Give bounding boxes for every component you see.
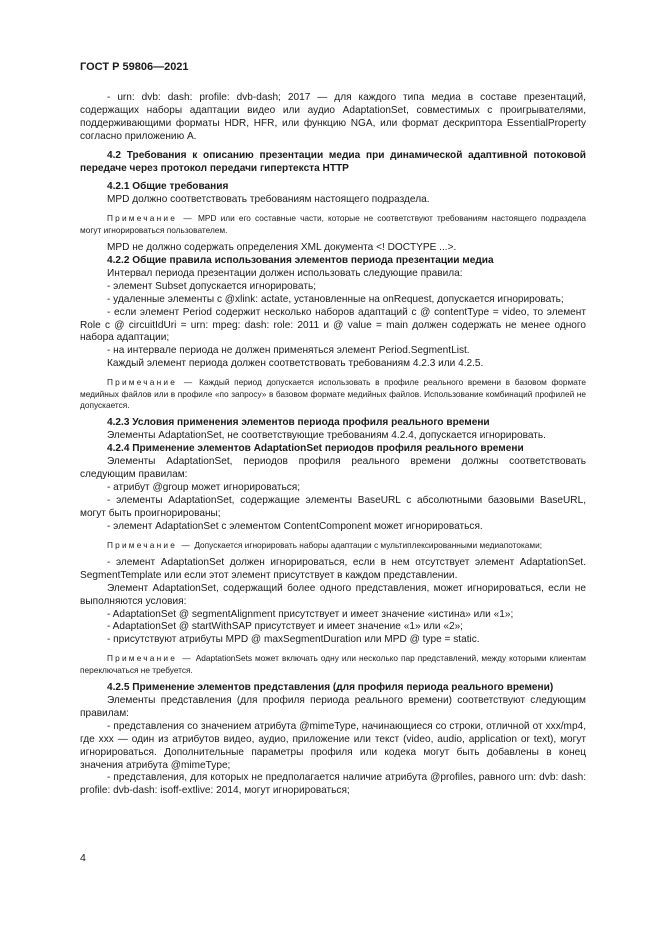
section-heading-4-2-2: 4.2.2 Общие правила использования элементов периода презентации медиа (107, 254, 494, 266)
note (80, 377, 586, 411)
list-item: - элементы AdaptationSet, содержащие элементы BaseURL с абсолютными базовыми BaseURL, могут быть проигнорированы; (80, 494, 586, 519)
paragraph: Элементы AdaptationSet, не соответствующие требованиям 4.2.4, допускается игнорировать. (107, 430, 546, 442)
note-text: Каждый период допускается использовать в профиле реального времени в базовом формате медийных файлов или в профиле «по запросу» в базовом формате медийных файлов. Использование комбинаций профилей не допускается. (80, 377, 586, 410)
paragraph: Элементы представления (для профиля периода реального времени) соответствуют следующим правилам: (80, 694, 586, 719)
list-item: - элемент Subset допускается игнорировать; (107, 280, 317, 292)
note-text: AdaptationSets может включать одну или несколько пар представлений, между которыми клиентам переключаться не требуется. (80, 653, 586, 675)
note-label: Примечание — (107, 377, 195, 388)
paragraph: Элементы AdaptationSet, периодов профиля реального времени должны соответствовать следующим правилам: (80, 456, 586, 480)
paragraph: Каждый элемент периода должен соответствовать требованиям 4.2.3 или 4.2.5. (107, 358, 484, 370)
note-label: Примечание — (107, 539, 193, 550)
paragraph: MPD должно соответствовать требованиям настоящего подраздела. (107, 194, 430, 206)
note-label: Примечание — (107, 653, 193, 664)
note (80, 540, 586, 551)
list-item: - элемент AdaptationSet с элементом ContentComponent может игнорироваться. (107, 520, 483, 532)
standard-header: ГОСТ Р 59806—2021 (80, 61, 189, 73)
list-item: - AdaptationSet @ startWithSAP присутствует и имеет значение «1» или «2»; (107, 621, 463, 633)
page-number: 4 (80, 852, 86, 864)
paragraph: Элемент AdaptationSet, содержащий более одного представления, может игнорироваться, если не выполняются условия: (80, 582, 586, 607)
list-item: - присутствуют атрибуты MPD @ maxSegmentDuration или MPD @ type = static. (107, 634, 480, 646)
section-heading-4-2-5: 4.2.5 Применение элементов представления (для профиля периода реального времени) (107, 682, 554, 694)
list-item: - удаленные элементы с @xlink: actate, установленные на onRequest, допускается игнорировать; (107, 293, 564, 305)
section-heading-4-2: 4.2 Требования к описанию презентации медиа при динамической адаптивной потоковой передаче через протокол передачи гипертекста HTTP (80, 149, 586, 174)
list-item: - представления со значением атрибута @mimeType, начинающиеся со строки, отличной от xxx/mp4, где xxx — один из атрибутов видео, аудио, приложение или текст (video, audio, application or text), могут игнорироваться. Дополнительные параметры профиля или кодека могут быть добавлены в конец значения атрибута @mimeType; (80, 720, 586, 771)
list-item: - если элемент Period содержит несколько наборов адаптаций с @ contentType = video, то элемент Role с @ circuitIdUri = urn: mpeg: dash: role: 2011 и @ value = main должен содержать не менее одного набора адаптации; (80, 306, 586, 344)
paragraph: MPD не должно содержать определения XML документа <! DOCTYPE ...>. (107, 242, 457, 254)
list-item: - представления, для которых не предполагается наличие атрибута @profiles, равного urn: dvb: dash: profile: dvb-dash: isoff-extlive: 2014, могут игнорироваться; (80, 772, 586, 797)
note (80, 653, 586, 676)
list-item: - атрибут @group может игнорироваться; (107, 481, 301, 493)
section-heading-4-2-3: 4.2.3 Условия применения элементов периода профиля реального времени (107, 417, 490, 429)
note-text: Допускается игнорировать наборы адаптации с мультиплексированными медиапотоками; (194, 539, 543, 550)
note-label: Примечание — (107, 213, 194, 224)
document-body (80, 92, 586, 798)
list-item: - элемент AdaptationSet должен игнорироваться, если в нем отсутствует элемент AdaptationSet. SegmentTemplate или если этот элемент присутствует в каждом представлении. (80, 556, 586, 581)
list-item: - на интервале периода не должен применяться элемент Period.SegmentList. (107, 345, 470, 357)
section-heading-4-2-4: 4.2.4 Применение элементов AdaptationSet периодов профиля реального времени (107, 443, 524, 455)
paragraph: - urn: dvb: dash: profile: dvb-dash; 2017 — для каждого типа медиа в составе презентаций, содержащих наборы адаптации видео или аудио AdaptationSet, совместимых с проигрывателями, поддерживающими форматы HDR, HFR, или функцию NGA, или формат дескриптора EssentialProperty согласно приложению А. (80, 92, 586, 142)
list-item: - AdaptationSet @ segmentAlignment присутствует и имеет значение «истина» или «1»; (107, 608, 514, 620)
section-heading-4-2-1: 4.2.1 Общие требования (107, 181, 229, 193)
note-text: MPD или его составные части, которые не соответствуют требованиям настоящего подраздела могут игнорироваться пользователем. (80, 213, 586, 235)
paragraph: Интервал периода презентации должен использовать следующие правила: (107, 267, 463, 279)
note (80, 213, 586, 236)
